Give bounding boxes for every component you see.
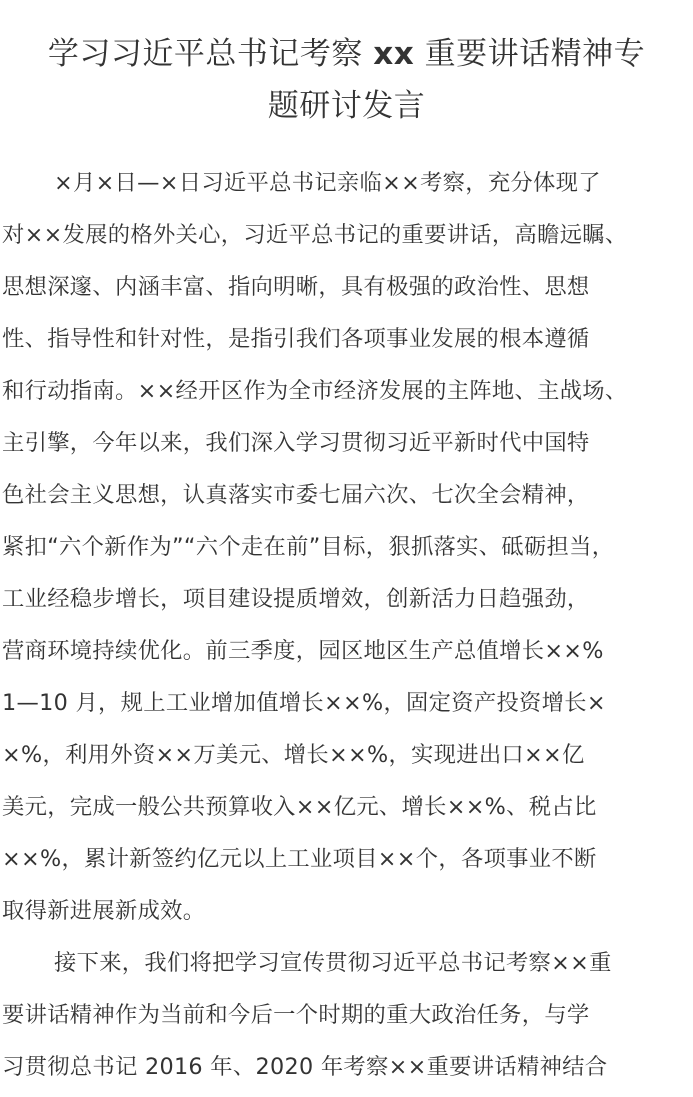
paragraph-1-line-1: ×月×日—×日习近平总书记亲临××考察，充分体现了: [54, 170, 601, 196]
paragraph-2-line-3: 习贯彻总书记 2016 年、2020 年考察××重要讲话精神结合: [2, 1054, 608, 1080]
paragraph-1-line-9: 工业经稳步增长，项目建设提质增效，创新活力日趋强劲，: [2, 586, 590, 612]
paragraph-1-line-12: ×%，利用外资××万美元、增长××%，实现进出口××亿: [2, 742, 585, 768]
paragraph-1-line-14: ××%，累计新签约亿元以上工业项目××个，各项事业不断: [2, 846, 597, 872]
paragraph-1-line-8: 紧扣“六个新作为”“六个走在前”目标，狠抓落实、砥砺担当，: [2, 534, 615, 560]
paragraph-1-line-3: 思想深邃、内涵丰富、指向明晰，具有极强的政治性、思想: [2, 274, 590, 300]
paragraph-1-line-10: 营商环境持续优化。前三季度，园区地区生产总值增长××%: [2, 638, 604, 664]
paragraph-1-line-5: 和行动指南。××经开区作为全市经济发展的主阵地、主战场、: [2, 378, 628, 404]
title-bold-placeholder: xx: [373, 36, 415, 72]
paragraph-2-line-2: 要讲话精神作为当前和今后一个时期的重大政治任务，与学: [2, 1002, 590, 1028]
paragraph-1-line-7: 色社会主义思想，认真落实市委七届六次、七次全会精神，: [2, 482, 590, 508]
document-title: [0, 28, 693, 132]
paragraph-1-line-2: 对××发展的格外关心，习近平总书记的重要讲话，高瞻远瞩、: [2, 222, 628, 248]
title-line-2: 题研讨发言: [267, 88, 426, 124]
title-line-1: [0, 28, 693, 80]
paragraph-1-line-11: 1—10 月，规上工业增加值增长××%，固定资产投资增长×: [2, 690, 606, 716]
paragraph-1-line-13: 美元，完成一般公共预算收入××亿元、增长××%、税占比: [2, 794, 597, 820]
paragraph-1-line-6: 主引擎，今年以来，我们深入学习贯彻习近平新时代中国特: [2, 430, 590, 456]
document-body: [2, 157, 693, 1093]
title-line-1-part-a: 学习习近平总书记考察 xx 重要讲话精神专: [47, 36, 646, 72]
paragraph-1-line-4: 性、指导性和针对性，是指引我们各项事业发展的根本遵循: [2, 326, 590, 352]
paragraph-1-line-15: 取得新进展新成效。: [2, 898, 206, 924]
paragraph-2-line-1: 接下来，我们将把学习宣传贯彻习近平总书记考察××重: [54, 950, 612, 976]
